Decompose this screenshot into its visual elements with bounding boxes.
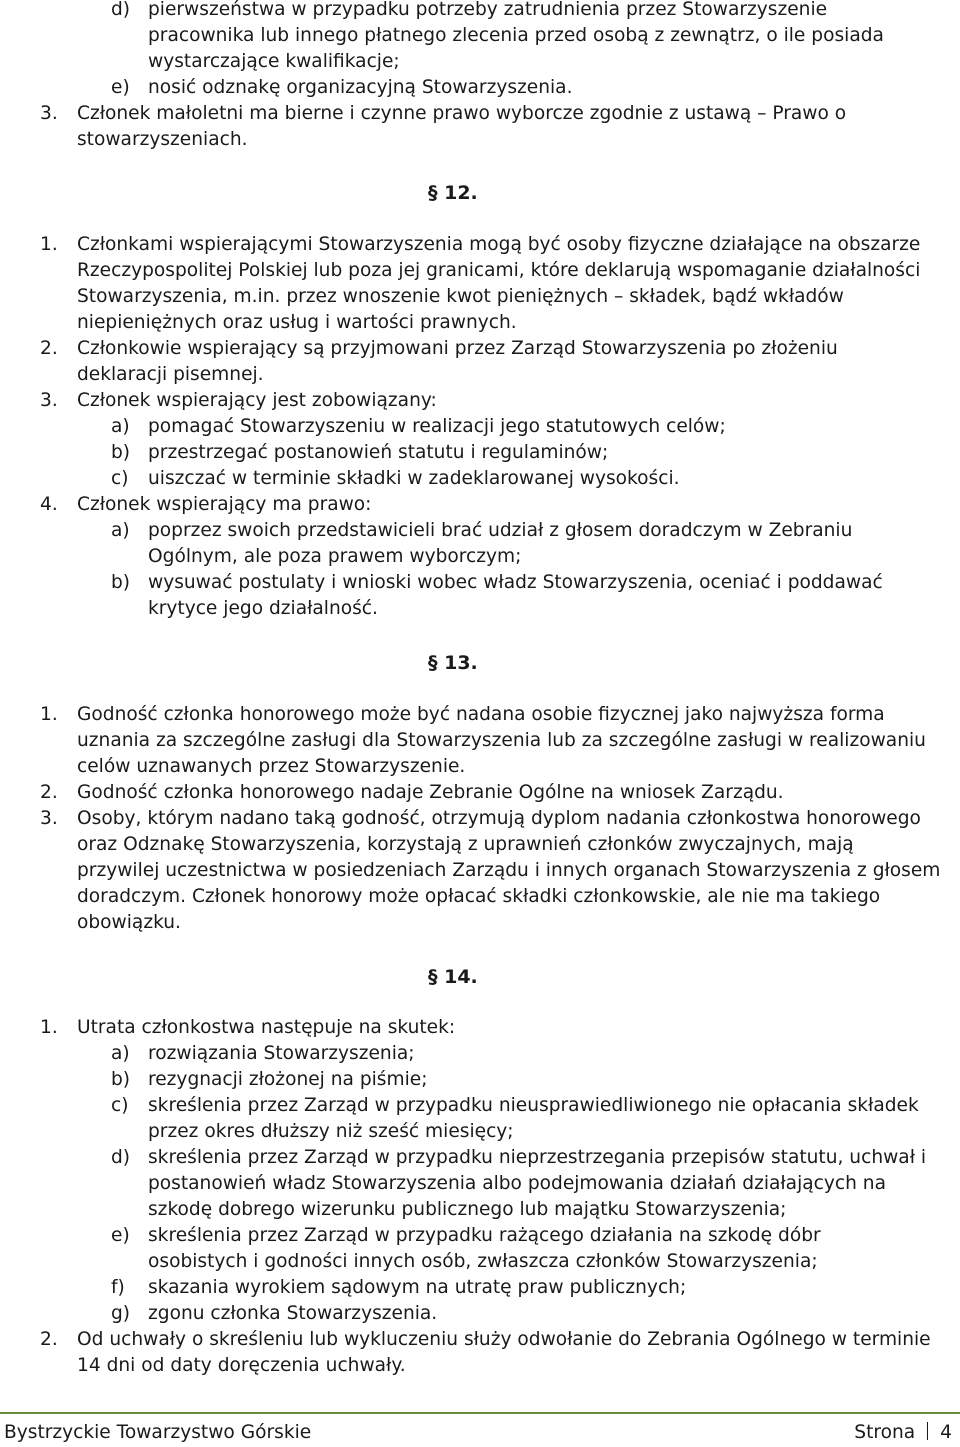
section-heading: § 14. — [428, 966, 478, 988]
section-heading: § 13. — [428, 652, 478, 674]
list-marker: 4. — [40, 494, 58, 515]
footer-page-indicator — [854, 1420, 952, 1446]
text-line: niepieniężnych oraz usług i wartości prawnych. — [77, 312, 517, 333]
list-marker: b) — [111, 572, 131, 593]
text-line: Od uchwały o skreśleniu lub wykluczeniu służy odwołanie do Zebrania Ogólnego w terminie — [77, 1329, 931, 1350]
list-marker: 1. — [40, 234, 58, 255]
text-line: Stowarzyszenia, m.in. przez wnoszenie kwot pieniężnych – składek, bądź wkładów — [77, 286, 844, 307]
text-line: szkodę dobrego wizerunku publicznego lub majątku Stowarzyszenia; — [148, 1199, 787, 1220]
text-line: obowiązku. — [77, 912, 181, 933]
text-line: Osoby, którym nadano taką godność, otrzymują dyplom nadania członkostwa honorowego — [77, 808, 921, 829]
text-line: nosić odznakę organizacyjną Stowarzyszenia. — [148, 77, 573, 98]
list-marker: c) — [111, 468, 129, 489]
list-marker: 3. — [40, 390, 58, 411]
list-marker: a) — [111, 1043, 130, 1064]
text-line: Członek wspierający ma prawo: — [77, 494, 372, 515]
text-line: Godność członka honorowego może być nadana osobie fizycznej jako najwyższa forma — [77, 704, 885, 725]
list-marker: 2. — [40, 338, 58, 359]
list-marker: a) — [111, 416, 130, 437]
text-line: przez okres dłuższy niż sześć miesięcy; — [148, 1121, 514, 1142]
list-marker: 3. — [40, 808, 58, 829]
text-line: Członek małoletni ma bierne i czynne prawo wyborcze zgodnie z ustawą – Prawo o — [77, 103, 847, 124]
text-line: rozwiązania Stowarzyszenia; — [148, 1043, 415, 1064]
text-line: skreślenia przez Zarząd w przypadku nieprzestrzegania przepisów statutu, uchwał i — [148, 1147, 927, 1168]
text-line: skreślenia przez Zarząd w przypadku rażącego działania na szkodę dóbr — [148, 1225, 821, 1246]
list-marker: c) — [111, 1095, 129, 1116]
page-label: Strona — [854, 1422, 916, 1443]
text-line: 14 dni od daty doręczenia uchwały. — [77, 1355, 406, 1376]
footer-rule — [0, 1412, 960, 1414]
text-line: skreślenia przez Zarząd w przypadku nieusprawiedliwionego nie opłacania składek — [148, 1095, 919, 1116]
list-marker: a) — [111, 520, 130, 541]
text-line: wysuwać postulaty i wnioski wobec władz Stowarzyszenia, oceniać i poddawać — [148, 572, 883, 593]
footer-organization: Bystrzyckie Towarzystwo Górskie — [4, 1422, 312, 1443]
text-line: celów uznawanych przez Stowarzyszenie. — [77, 756, 466, 777]
page-separator — [927, 1422, 928, 1440]
text-line: Utrata członkostwa następuje na skutek: — [77, 1017, 456, 1038]
text-line: Członkowie wspierający są przyjmowani przez Zarząd Stowarzyszenia po złożeniu — [77, 338, 838, 359]
list-marker: 1. — [40, 1017, 58, 1038]
text-line: Ogólnym, ale poza prawem wyborczym; — [148, 546, 522, 567]
text-line: osobistych i godności innych osób, zwłaszcza członków Stowarzyszenia; — [148, 1251, 818, 1272]
text-line: pomagać Stowarzyszeniu w realizacji jego statutowych celów; — [148, 416, 726, 437]
text-line: pracownika lub innego płatnego zlecenia przed osobą z zewnątrz, o ile posiada — [148, 25, 884, 46]
text-line: uznania za szczególne zasługi dla Stowarzyszenia lub za szczególne zasługi w realizowaniu — [77, 730, 926, 751]
list-marker: 1. — [40, 704, 58, 725]
list-marker: d) — [111, 1147, 131, 1168]
text-line: rezygnacji złożonej na piśmie; — [148, 1069, 428, 1090]
text-line: wystarczające kwalifikacje; — [148, 51, 400, 72]
text-line: przywilej uczestnictwa w posiedzeniach Zarządu i innych organach Stowarzyszenia z głosem — [77, 860, 941, 881]
text-line: krytyce jego działalność. — [148, 598, 378, 619]
text-line: Członkami wspierającymi Stowarzyszenia mogą być osoby fizyczne działające na obszarze — [77, 234, 921, 255]
list-marker: d) — [111, 0, 131, 20]
text-line: pierwszeństwa w przypadku potrzeby zatrudnienia przez Stowarzyszenie — [148, 0, 828, 20]
section-heading: § 12. — [428, 182, 478, 204]
list-marker: f) — [111, 1277, 125, 1298]
list-marker: g) — [111, 1303, 131, 1324]
page-number: 4 — [940, 1422, 952, 1443]
text-line: Godność członka honorowego nadaje Zebranie Ogólne na wniosek Zarządu. — [77, 782, 784, 803]
text-line: uiszczać w terminie składki w zadeklarowanej wysokości. — [148, 468, 680, 489]
text-line: skazania wyrokiem sądowym na utratę praw publicznych; — [148, 1277, 687, 1298]
text-line: postanowień władz Stowarzyszenia albo podejmowania działań działających na — [148, 1173, 886, 1194]
list-marker: b) — [111, 1069, 131, 1090]
text-line: Rzeczypospolitej Polskiej lub poza jej granicami, które deklarują wspomaganie działalności — [77, 260, 921, 281]
text-line: zgonu członka Stowarzyszenia. — [148, 1303, 438, 1324]
list-marker: e) — [111, 77, 130, 98]
list-marker: e) — [111, 1225, 130, 1246]
list-marker: 2. — [40, 782, 58, 803]
text-line: oraz Odznakę Stowarzyszenia, korzystają z uprawnień członków zwyczajnych, mają — [77, 834, 854, 855]
list-marker: 3. — [40, 103, 58, 124]
text-line: Członek wspierający jest zobowiązany: — [77, 390, 437, 411]
text-line: deklaracji pisemnej. — [77, 364, 264, 385]
text-line: stowarzyszeniach. — [77, 129, 248, 150]
list-marker: 2. — [40, 1329, 58, 1350]
text-line: poprzez swoich przedstawicieli brać udział z głosem doradczym w Zebraniu — [148, 520, 853, 541]
list-marker: b) — [111, 442, 131, 463]
text-line: doradczym. Członek honorowy może opłacać składki członkowskie, ale nie ma takiego — [77, 886, 881, 907]
text-line: przestrzegać postanowień statutu i regulaminów; — [148, 442, 609, 463]
